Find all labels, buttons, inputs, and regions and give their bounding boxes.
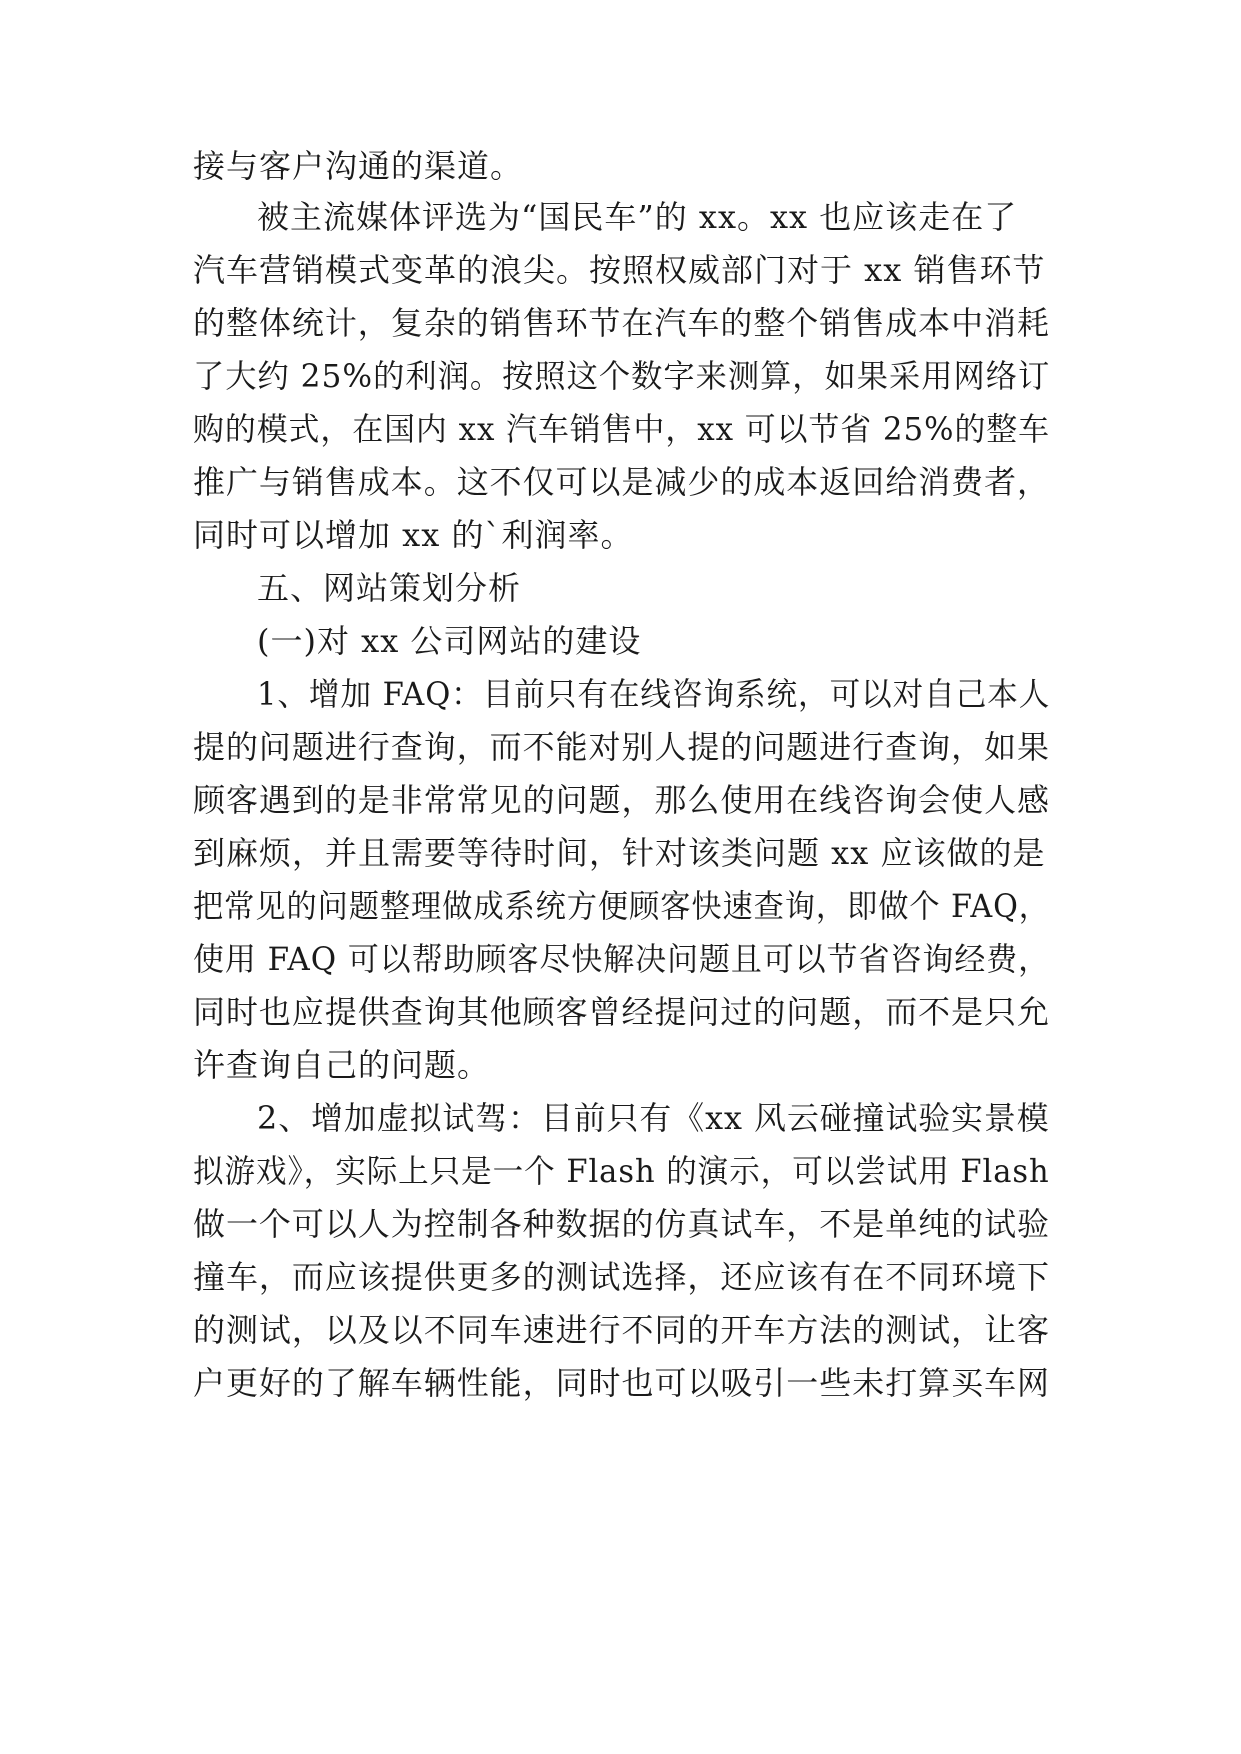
text-line: 许查询自己的问题。 — [193, 1046, 491, 1084]
text-line: 同时也应提供查询其他顾客曾经提问过的问题，而不是只允 — [193, 993, 1051, 1031]
text-line: 了大约 25%的利润。按照这个数字来测算，如果采用网络订 — [193, 357, 1051, 395]
text-line: 的整体统计，复杂的销售环节在汽车的整个销售成本中消耗 — [193, 304, 1051, 342]
text-line: 到麻烦，并且需要等待时间，针对该类问题 xx 应该做的是 — [193, 834, 1046, 872]
text-line: 户更好的了解车辆性能，同时也可以吸引一些未打算买车网 — [193, 1364, 1051, 1402]
text-line: 同时可以增加 xx 的`利润率。 — [193, 516, 634, 554]
text-line: 提的问题进行查询，而不能对别人提的问题进行查询，如果 — [193, 728, 1051, 766]
text-line: 购的模式，在国内 xx 汽车销售中，xx 可以节省 25%的整车 — [193, 410, 1051, 448]
text-line: 2、增加虚拟试驾：目前只有《xx 风云碰撞试验实景模 — [257, 1099, 1050, 1137]
text-line: 被主流媒体评选为“国民车”的 xx。xx 也应该走在了 — [257, 198, 1018, 236]
section-heading: 五、网站策划分析 — [257, 569, 522, 607]
text-line: 顾客遇到的是非常常见的问题，那么使用在线咨询会使人感 — [193, 781, 1051, 819]
text-line: 推广与销售成本。这不仅可以是减少的成本返回给消费者， — [193, 463, 1051, 501]
text-line: 的测试，以及以不同车速进行不同的开车方法的测试，让客 — [193, 1311, 1051, 1349]
subsection-heading: (一)对 xx 公司网站的建设 — [257, 622, 642, 660]
text-line: 撞车，而应该提供更多的测试选择，还应该有在不同环境下 — [193, 1258, 1051, 1296]
text-line: 把常见的问题整理做成系统方便顾客快速查询，即做个 FAQ， — [193, 887, 1050, 925]
text-line: 使用 FAQ 可以帮助顾客尽快解决问题且可以节省咨询经费， — [193, 940, 1051, 978]
text-line: 拟游戏》，实际上只是一个 Flash 的演示，可以尝试用 Flash — [193, 1152, 1050, 1190]
text-line: 做一个可以人为控制各种数据的仿真试车，不是单纯的试验 — [193, 1205, 1051, 1243]
text-line: 接与客户沟通的渠道。 — [193, 147, 524, 185]
text-line: 汽车营销模式变革的浪尖。按照权威部门对于 xx 销售环节 — [193, 251, 1046, 289]
text-line: 1、增加 FAQ：目前只有在线咨询系统，可以对自己本人 — [257, 675, 1051, 713]
